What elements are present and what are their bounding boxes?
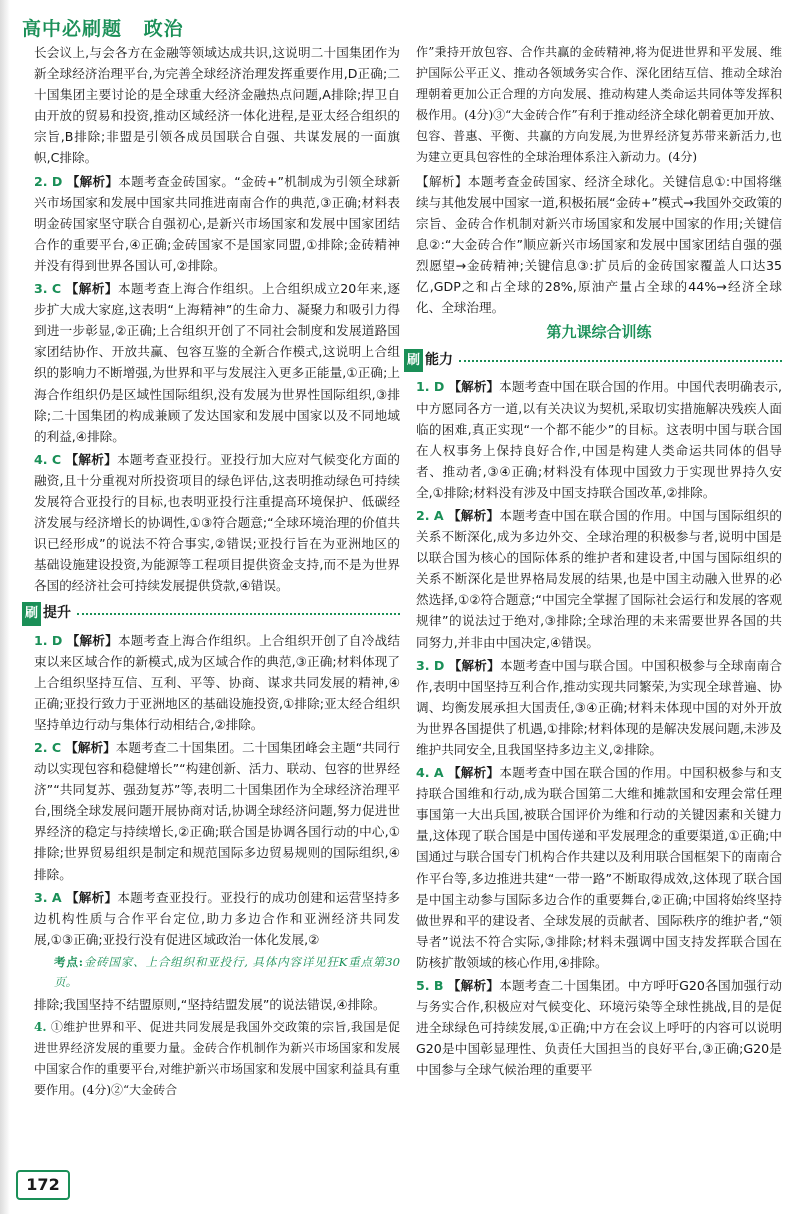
- analysis-tag: 【解析】: [448, 379, 500, 395]
- answer-item: [416, 762, 782, 973]
- answer-key: 2. C: [34, 740, 62, 755]
- analysis-text: 本题考查金砖国家。“金砖+”机制成为引领全球新兴市场国家和发展中国家共同推进南南合作的典范,③正确;材料表明金砖国家坚守联合自强初心,是新兴市场国家和发展中国家团结合作的重要平台,④正确;金砖国家不是国家同盟,①排除;金砖精神并没有得到世界各国认可,②排除。: [34, 173, 401, 273]
- note-mark: 考点:: [54, 954, 83, 969]
- continued-paragraph: 长会议上,与会各方在金融等领域达成共识,这说明二十国集团作为新全球经济治理平台,为完善全球经济治理发挥重要作用,D正确;二十国集团主要讨论的是全球重大经济金融热点问题,A排除;捍卫自由开放的贸易和投资,推动区域经济一体化进程,是亚太经合组织的宗旨,B排除;非盟是引领各成员国联合自强、共谋发展的一面旗帜,C排除。: [34, 45, 400, 166]
- section-header-tisheng: [22, 602, 400, 625]
- section-badge: 刷: [22, 602, 41, 625]
- answer-key: 2. D: [34, 173, 63, 189]
- analysis-text: 本题考查中国在联合国的作用。中国代表明确表示,中方愿同各方一道,以有关决议为契机,采取切实措施解决残疾人面临的困难,真正实现“一个都不能少”的目标。这表明中国与联合国在人权事务上保持良好合作,中国是构建人类命运共同体的倡导者、推动者,③④正确;材料没有体现中国致力于实现世界持久安全,①排除;材料没有涉及中国支持联合国改革,②排除。: [416, 379, 782, 500]
- section-label: 提升: [43, 605, 72, 622]
- answer-key: 4. A: [416, 765, 444, 781]
- answer-key: 4. C: [34, 451, 62, 467]
- answer-item: [416, 505, 782, 653]
- page-header: [22, 14, 198, 41]
- analysis-tag: 【解析】: [448, 657, 500, 673]
- answer-key: 1. D: [416, 379, 445, 395]
- analysis-text: 本题考查亚投行。亚投行加大应对气候变化方面的融资,且十分重视对所投资项目的绿色评估,这表明推动绿色可持续发展符合亚投行的目标,也表明亚投行注重提高环境保护、低碳经济发展与经济增长的协调性,①③符合题意;“全球环境治理的价值共识已经形成”的说法不符合事实,②错误;亚投行旨在为亚洲地区的基础设施建设投资,为能源等工程项目提供资金支持,而不是为世界各国的经济社会可持续发展提供贷款,④错误。: [34, 451, 401, 594]
- analysis-tag: 【解析】: [447, 978, 500, 994]
- analysis-paragraph: 【解析】本题考查金砖国家、经济全球化。关键信息①:中国将继续与其他发展中国家一道,积极拓展“金砖+”模式→我国外交政策的宗旨、金砖合作机制对新兴市场国家和发展中国家的作用;关键信息②:“大金砖合作”顺应新兴市场国家和发展中国家团结自强的强烈愿望→金砖精神;关键信息③:扩员后的金砖国家覆盖人口达35亿,GDP之和占全球的28%,原油产量占全球的44%→经济全球化、全球治理。: [416, 173, 782, 316]
- section-header-nengli: [404, 349, 782, 372]
- analysis-tag: 【解析】: [65, 281, 118, 297]
- analysis-tag: 【解析】: [65, 451, 117, 467]
- section-label: 能力: [425, 352, 454, 369]
- answer-item: [34, 1017, 400, 1101]
- chapter-title: 第九课综合训练: [546, 323, 652, 342]
- answer-item: [34, 630, 400, 735]
- section-divider: [459, 360, 782, 362]
- answer-item: [416, 376, 782, 503]
- answer-key: 5. B: [416, 978, 444, 994]
- continued-paragraph: 作”秉持开放包容、合作共赢的金砖精神,将为促进世界和平发展、维护国际公平正义、推动各领域务实合作、深化团结互信、推动全球治理朝着更加公正合理的方向发展、推动构建人类命运共同体等发挥积极作用。(4分)③“大金砖合作”有利于推动经济全球化朝着更加开放、包容、普惠、平衡、共赢的方向发展,为世界经济复苏带来新活力,也为建立更具包容性的全球治理体系注入新动力。(4分): [416, 45, 782, 165]
- answer-key: 1. D: [34, 632, 63, 648]
- subject-title: 政治: [143, 18, 184, 40]
- answer-key: 3. D: [416, 657, 445, 673]
- section-badge: 刷: [404, 349, 423, 372]
- analysis-text: 本题考查亚投行。亚投行的成功创建和运营坚持多边机构性质与合作平台定位,助力多边合作和亚洲经济共同发展,①③正确;亚投行没有促进区域政治一体化发展,②: [34, 889, 401, 947]
- analysis-text: 本题考查中国在联合国的作用。中国与国际组织的关系不断深化,成为多边外交、全球治理的积极参与者,说明中国是以联合国为核心的国际体系的维护者和建设者,中国与国际组织的关系不断深化是世界格局发展的结果,也是中国主动融入世界的必然选择,①②符合题意;“中国完全掌握了国际社会运行和发展的客观规律”的说法过于绝对,③排除;全球治理的未来需要世界各国的共同努力,并非由中国决定,④错误。: [416, 507, 783, 650]
- answer-item: [34, 449, 400, 597]
- analysis-tag: 【解析】: [447, 507, 500, 523]
- left-column: [25, 42, 401, 1103]
- answer-key: 4.: [34, 1020, 47, 1035]
- answer-item: [416, 975, 782, 1080]
- analysis-tag: 【解析】: [447, 765, 500, 781]
- analysis-tag: 【解析】: [65, 889, 118, 905]
- answer-item: [34, 737, 400, 885]
- answer-text: ①维护世界和平、促进共同发展是我国外交政策的宗旨,我国是促进世界经济发展的重要力量。金砖合作机制作为新兴市场国家和发展中国家合作的重要平台,对维护新兴市场国家和发展中国家利益具有重要作用。(4分)②“大金砖合: [34, 1020, 400, 1098]
- analysis-text: 本题考查上海合作组织。上合组织成立20年来,逐步扩大成大家庭,这表明“上海精神”的生命力、凝聚力和吸引力得到进一步彰显,②正确;上合组织开创了不同社会制度和发展道路国家团结协作、开放共赢、包容互鉴的全新合作模式,这说明上合组织的影响力不断增强,为世界和平与发展注入更多正能量,①正确;上海合作组织仍是区域性国际组织,没有发展为世界性国际组织,③排除;二十国集团的构成兼顾了发达国家和发展中国家以及不同地域的利益,④排除。: [34, 281, 401, 444]
- note-text: 金砖国家、上合组织和亚投行, 具体内容详见狂K重点第30页。: [54, 954, 400, 989]
- answer-item: [34, 887, 400, 950]
- analysis-text: 本题考查中国在联合国的作用。中国积极参与和支持联合国维和行动,成为联合国第二大维和摊款国和安理会常任理事国第一大出兵国,被联合国评价为维和行动的关键因素和关键力量,这体现了联合国是中国传递和平发展理念的重要渠道,①正确;中国通过与联合国专门机构合作共建以及利用联合国框架下的南南合作平台等,多边推进共建“一带一路”不断取得成效,这体现了联合国是中国主动参与国际多边合作的重要舞台,②正确;中国将始终坚持做世界和平的建设者、全球发展的贡献者、国际秩序的维护者,“领导者”说法不符合实际,③排除;材料未强调中国支持发挥联合国在防核扩散领域的核心作用,④排除。: [416, 765, 783, 970]
- analysis-tag: 【解析】: [66, 173, 119, 189]
- analysis-tag: 【解析】: [66, 632, 118, 648]
- analysis-text: 本题考查二十国集团。中方呼吁G20各国加强行动与务实合作,积极应对气候变化、环境污染等全球性挑战,目的是促进全球绿色可持续发展,①正确;中方在会议上呼吁的内容可以说明G20是中国彰显理性、负责任大国担当的良好平台,③正确;G20是中国参与全球气候治理的重要平: [416, 978, 782, 1078]
- page-number: 172: [16, 1170, 70, 1200]
- section-divider: [77, 613, 400, 615]
- analysis-text: 本题考查上海合作组织。上合组织开创了自冷战结束以来区域合作的新模式,成为区域合作的典范,③正确;材料体现了上合组织坚持互信、互利、平等、协商、谋求共同发展的精神,④正确;亚投行致力于亚洲地区的基础设施投资,①排除;亚太经合组织坚持单边行动与集体行动相结合,②排除。: [34, 632, 401, 732]
- answer-item: [34, 278, 400, 447]
- book-title: 高中必刷题: [22, 18, 123, 40]
- answer-key: 3. C: [34, 281, 62, 297]
- page-gutter-shadow: [0, 0, 10, 1214]
- answer-key: 3. A: [34, 889, 62, 905]
- right-column: [407, 42, 783, 1083]
- analysis-tag: 【解析】: [65, 740, 116, 755]
- analysis-text: 本题考查中国与联合国。中国积极参与全球南南合作,表明中国坚持互利合作,推动实现共同繁荣,为实现全球普遍、协调、均衡发展承担大国责任,③④正确;材料未体现中国的对外开放为世界各国提供了机遇,①排除;材料体现的是解决发展问题,未涉及维护共同安全,且我国坚持多边主义,②排除。: [416, 657, 783, 757]
- continued-paragraph: 排除;我国坚持不结盟原则,“坚持结盟发展”的说法错误,④排除。: [34, 996, 386, 1012]
- answer-item: [416, 655, 782, 760]
- analysis-text: 本题考查二十国集团。二十国集团峰会主题“共同行动以实现包容和稳健增长”“构建创新、活力、联动、包容的世界经济”“共同复苏、强劲复苏”等,表明二十国集团作为全球经济治理平台,围绕全球发展问题开展协商对话,协调全球经济问题,努力促进世界经济的稳定与持续增长,②正确;联合国是协调各国行动的中心,①排除;世界贸易组织是制定和规范国际多边贸易规则的国际组织,④排除。: [34, 740, 400, 882]
- key-point-note: [54, 952, 400, 992]
- answer-item: [34, 171, 400, 276]
- answer-key: 2. A: [416, 507, 444, 523]
